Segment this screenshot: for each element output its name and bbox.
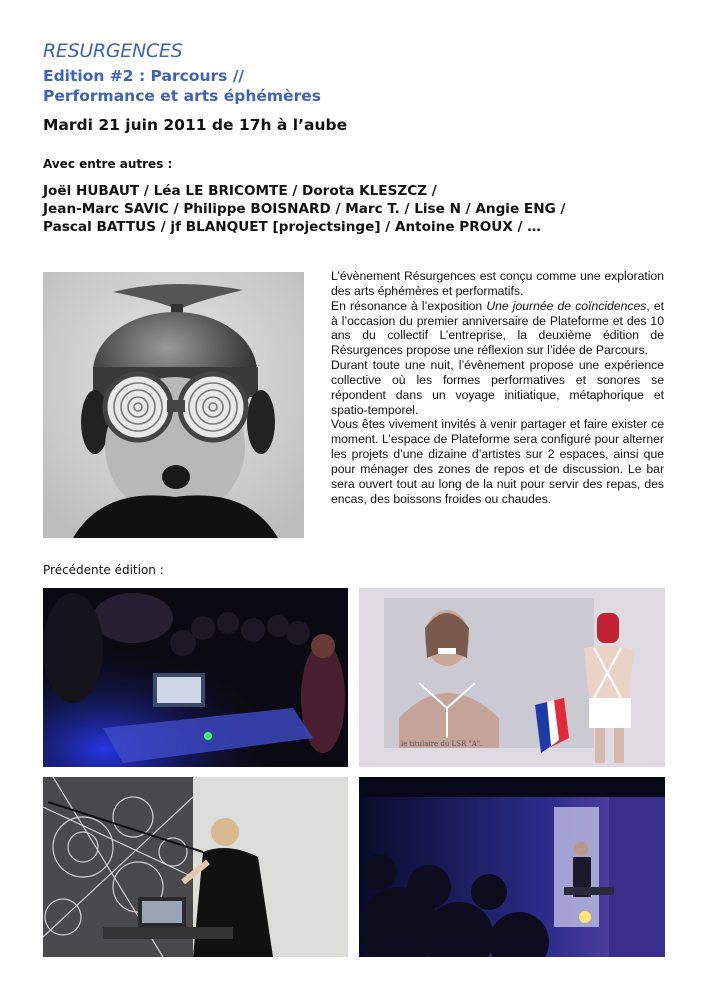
previous-edition-label: Précédente édition : <box>43 563 164 577</box>
description-p4: Vous êtes vivement invités à venir partager et faire exister ce moment. L’espace de Plateforme sera configuré pour alterner les projets d’une dizaine d’artistes sur 2 espaces, ainsi que pour ménager des zones de repos et de discussion. Le bar sera ouvert tout au long de la nuit pour servir des repas, des encas, des boissons froides ou chaudes. <box>331 417 664 506</box>
previous-photo-2 <box>359 588 665 767</box>
artist-list <box>43 183 683 236</box>
description-p2 <box>331 299 664 358</box>
exhibition-title: Une journée de coïncidences <box>486 298 647 313</box>
hero-photo <box>43 272 304 538</box>
description-p2-end: , et à l’occasion du premier anniversaire de Plateforme et des 10 ans du collectif L’entreprise, la deuxième édition de Résurgences propose une réflexion sur l’idée de Parcours. <box>331 298 664 358</box>
artist-line-3: Pascal BATTUS / jf BLANQUET [projectsinge] / Antoine PROUX / … <box>43 218 541 235</box>
event-description <box>331 269 664 507</box>
edition-line-1: Edition #2 : Parcours // <box>43 67 245 85</box>
description-p1: L’évènement Résurgences est conçu comme une exploration des arts éphémères et performatifs. <box>331 269 664 298</box>
artist-line-2: Jean-Marc SAVIC / Philippe BOISNARD / Marc T. / Lise N / Angie ENG / <box>43 200 566 217</box>
event-date: Mardi 21 juin 2011 de 17h à l’aube <box>43 116 348 134</box>
lineup-intro: Avec entre autres : <box>43 157 173 171</box>
artist-line-1: Joël HUBAUT / Léa LE BRICOMTE / Dorota KLESZCZ / <box>43 183 437 199</box>
previous-photo-4 <box>359 777 665 957</box>
edition-title <box>43 66 321 106</box>
series-title: RESURGENCES <box>43 40 183 62</box>
edition-line-2: Performance et arts éphémères <box>43 87 321 105</box>
description-p2-start: En résonance à l’exposition <box>331 298 487 313</box>
previous-photo-1 <box>43 588 348 767</box>
previous-photo-3 <box>43 777 348 957</box>
projection-caption: le titulaire du LSR "A". <box>401 740 483 748</box>
description-p3: Durant toute une nuit, l’évènement propose une expérience collective où les formes performatives et sonores se répondent dans un voyage initiatique, métaphorique et spatio-temporel. <box>331 358 664 417</box>
